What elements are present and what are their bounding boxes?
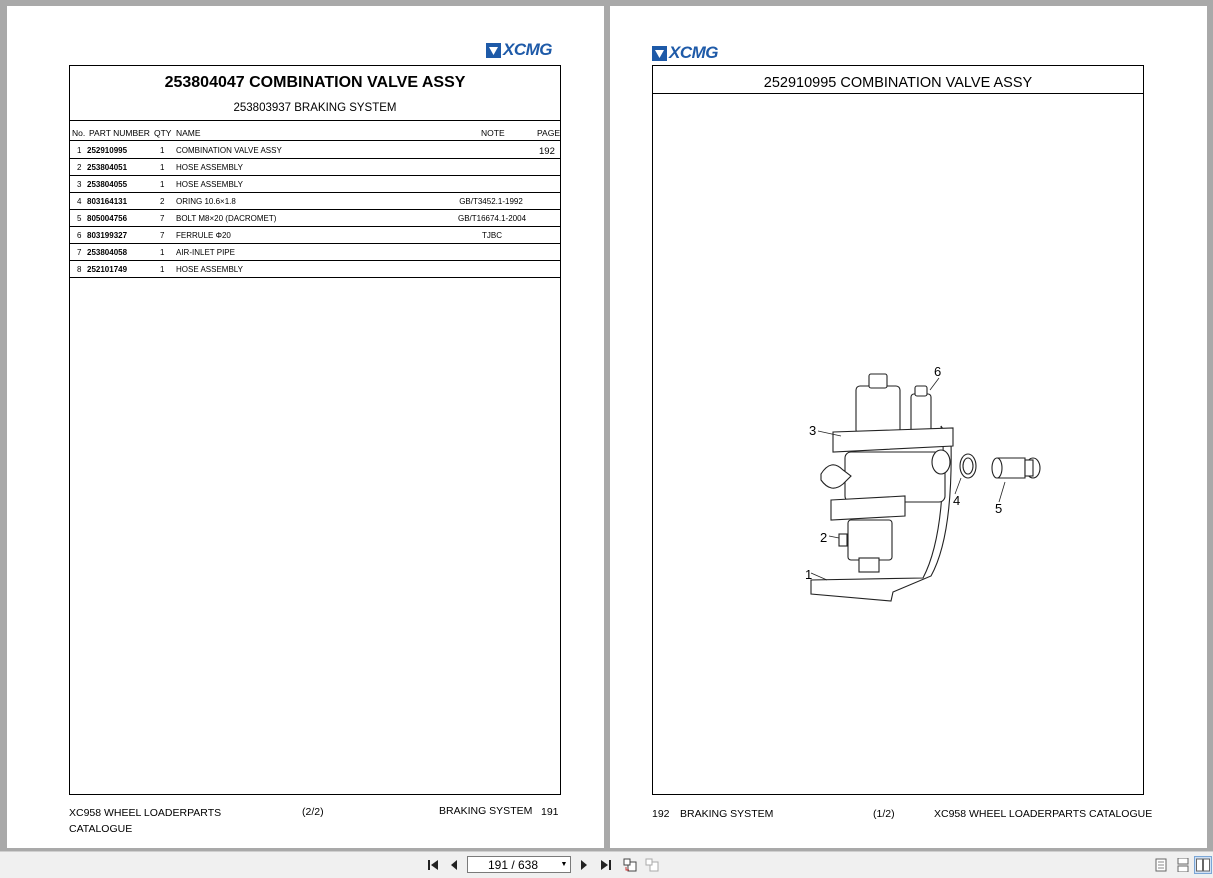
valve-stem	[859, 558, 879, 572]
upper-plate	[833, 428, 953, 452]
row-qty: 1	[160, 265, 165, 274]
table-row	[70, 243, 560, 261]
row-name: COMBINATION VALVE ASSY	[176, 146, 282, 155]
fitting-end-left	[992, 458, 1002, 478]
row-no: 2	[77, 163, 82, 172]
parts-list-frame	[69, 65, 561, 795]
table-row	[70, 141, 560, 159]
last-page-icon[interactable]	[597, 856, 615, 874]
row-no: 5	[77, 214, 82, 223]
xcmg-logo	[486, 40, 552, 60]
row-part-number: 252910995	[87, 146, 128, 155]
row-note: GB/T3452.1-1992	[459, 197, 523, 206]
right-footer-sheet: (1/2)	[873, 808, 895, 820]
table-row	[70, 209, 560, 227]
right-footer-page-number: 192	[652, 808, 670, 820]
left-footer-page-number: 191	[541, 806, 559, 818]
valve-lower-housing	[848, 520, 892, 560]
col-note: NOTE	[481, 128, 505, 138]
row-part-number: 253804051	[87, 163, 128, 172]
row-note: TJBC	[482, 231, 502, 240]
xcmg-logo-icon	[486, 43, 501, 58]
single-page-view-icon[interactable]	[1152, 856, 1170, 874]
xcmg-logo-icon	[652, 46, 667, 61]
right-page	[610, 6, 1207, 848]
diagram-title: 252910995 COMBINATION VALVE ASSY	[763, 75, 1033, 91]
title-divider	[653, 93, 1143, 94]
callout-2: 2	[820, 530, 828, 545]
xcmg-logo	[652, 43, 718, 63]
row-part-number: 253804055	[87, 180, 128, 189]
right-footer-catalogue: XC958 WHEEL LOADERPARTS CATALOGUE	[934, 808, 1153, 820]
footer-catalogue-line1: XC958 WHEEL LOADERPARTS	[69, 807, 222, 819]
callout-4: 4	[953, 493, 961, 508]
diagram-frame	[652, 65, 1144, 795]
row-name: BOLT M8×20 (DACROMET)	[176, 214, 277, 223]
valve-main-body	[845, 452, 945, 502]
side-port	[932, 450, 950, 474]
table-row	[70, 158, 560, 176]
row-part-number: 252101749	[87, 265, 128, 274]
left-footer-sheet: (2/2)	[302, 806, 324, 818]
row-part-number: 253804058	[87, 248, 128, 257]
row-no: 6	[77, 231, 82, 240]
row-no: 1	[77, 146, 82, 155]
valve-assembly-drawing	[793, 366, 1073, 616]
title-divider	[70, 120, 560, 121]
row-qty: 1	[160, 163, 165, 172]
previous-view-icon[interactable]	[621, 856, 639, 874]
footer-catalogue-line2: CATALOGUE	[69, 823, 133, 835]
xcmg-logo-text: XCMG	[669, 43, 718, 62]
row-qty: 7	[160, 231, 165, 240]
assembly-subtitle: 253803937 BRAKING SYSTEM	[233, 102, 397, 114]
page-number-input[interactable]	[467, 856, 571, 873]
parts-table-header	[70, 125, 560, 141]
row-part-number: 805004756	[87, 214, 128, 223]
table-row	[70, 226, 560, 244]
callout-5: 5	[995, 501, 1003, 516]
row-name: HOSE ASSEMBLY	[176, 265, 243, 274]
page-indicator: 191 / 638	[487, 857, 539, 872]
valve-upper-housing	[856, 386, 900, 434]
continuous-view-icon[interactable]	[1174, 856, 1192, 874]
row-page-link[interactable]: 192	[539, 146, 555, 157]
previous-page-icon[interactable]	[445, 856, 463, 874]
right-footer-section: BRAKING SYSTEM	[680, 808, 774, 820]
col-page: PAGE	[537, 128, 560, 138]
row-part-number: 803164131	[87, 197, 128, 206]
table-row	[70, 192, 560, 210]
col-no: No.	[72, 128, 86, 138]
row-name: FERRULE Φ20	[176, 231, 231, 240]
next-view-icon[interactable]	[643, 856, 661, 874]
callout-3: 3	[809, 423, 817, 438]
left-footer-catalogue	[69, 805, 221, 837]
row-name: ORING 10.6×1.8	[176, 197, 236, 206]
row-name: HOSE ASSEMBLY	[176, 163, 243, 172]
chevron-down-icon[interactable]: ▼	[560, 861, 568, 868]
callout-1: 1	[805, 567, 813, 582]
row-no: 3	[77, 180, 82, 189]
row-no: 7	[77, 248, 82, 257]
o-ring-inner	[963, 458, 973, 474]
row-qty: 1	[160, 180, 165, 189]
xcmg-logo-text: XCMG	[503, 40, 552, 59]
col-name: NAME	[176, 128, 201, 138]
row-no: 4	[77, 197, 82, 206]
table-row	[70, 175, 560, 193]
fitting-nut	[1025, 460, 1033, 476]
two-page-view-icon[interactable]	[1194, 856, 1212, 874]
col-qty: QTY	[154, 128, 172, 138]
table-row	[70, 260, 560, 278]
row-note: GB/T16674.1-2004	[457, 214, 527, 223]
viewer-toolbar	[0, 851, 1213, 878]
first-page-icon[interactable]	[424, 856, 442, 874]
row-qty: 7	[160, 214, 165, 223]
row-no: 8	[77, 265, 82, 274]
valve-right-cap	[915, 386, 927, 396]
valve-top-cap	[869, 374, 887, 388]
row-name: HOSE ASSEMBLY	[176, 180, 243, 189]
row-qty: 2	[160, 197, 165, 206]
bolt-part	[839, 534, 847, 546]
callout-6: 6	[934, 366, 942, 379]
next-page-icon[interactable]	[575, 856, 593, 874]
row-qty: 1	[160, 248, 165, 257]
assembly-title: 253804047 COMBINATION VALVE ASSY	[164, 74, 466, 91]
row-qty: 1	[160, 146, 165, 155]
left-footer-section: BRAKING SYSTEM	[439, 805, 533, 817]
col-part-number: PART NUMBER	[89, 128, 150, 138]
valve-right-column	[911, 394, 931, 432]
left-page	[7, 6, 604, 848]
row-part-number: 803199327	[87, 231, 128, 240]
row-name: AIR-INLET PIPE	[176, 248, 235, 257]
lower-plate	[831, 496, 905, 520]
